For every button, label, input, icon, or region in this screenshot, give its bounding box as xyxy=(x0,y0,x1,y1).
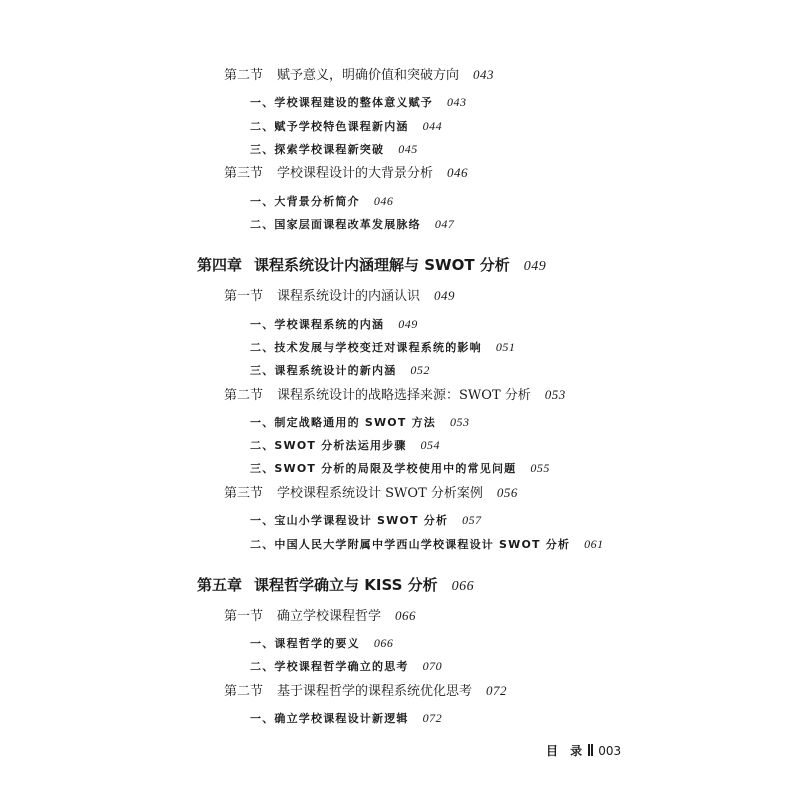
toc-item-entry xyxy=(250,416,469,428)
item-title: 一、学校课程系统的内涵 xyxy=(250,318,385,331)
page-number: 066 xyxy=(395,608,417,623)
footer-page-number: 003 xyxy=(598,744,622,758)
page-number: 051 xyxy=(495,340,516,354)
item-title: 二、中国人民大学附属中学西山学校课程设计 SWOT 分析 xyxy=(250,538,571,551)
section-number: 第三节 xyxy=(224,486,264,501)
page-number: 044 xyxy=(422,119,443,133)
toc-item-entry xyxy=(250,514,482,526)
toc-item-entry xyxy=(250,462,550,474)
toc-item-entry xyxy=(250,318,418,330)
toc-item-entry xyxy=(250,143,418,155)
item-title: 一、课程哲学的要义 xyxy=(250,637,360,650)
item-title: 一、制定战略通用的 SWOT 方法 xyxy=(250,416,436,429)
chapter-number: 第五章 xyxy=(197,576,243,594)
item-title: 二、SWOT 分析法运用步骤 xyxy=(250,439,407,452)
section-title: 课程系统设计的内涵认识 xyxy=(277,289,421,304)
chapter-number: 第四章 xyxy=(197,256,243,274)
toc-section-entry xyxy=(224,609,416,623)
section-number: 第三节 xyxy=(224,166,264,181)
item-title: 一、学校课程建设的整体意义赋予 xyxy=(250,96,433,109)
section-title: 基于课程哲学的课程系统优化思考 xyxy=(277,684,473,699)
page-number: 049 xyxy=(523,259,547,274)
page-number: 066 xyxy=(373,636,394,650)
item-title: 二、学校课程哲学确立的思考 xyxy=(250,660,409,673)
page-number: 057 xyxy=(462,513,482,527)
toc-section-entry xyxy=(224,68,494,82)
toc-item-entry xyxy=(250,96,467,108)
section-number: 第二节 xyxy=(224,388,264,403)
page-number: 055 xyxy=(530,461,550,475)
toc-item-entry xyxy=(250,364,430,376)
section-number: 第二节 xyxy=(224,68,264,83)
item-title: 三、课程系统设计的新内涵 xyxy=(250,364,397,377)
page-number: 049 xyxy=(434,288,456,303)
section-title: 学校课程设计的大背景分析 xyxy=(277,166,434,181)
page-number: 046 xyxy=(373,194,394,208)
page-number: 054 xyxy=(420,438,441,452)
page-number: 072 xyxy=(422,711,443,725)
page-number: 072 xyxy=(486,683,508,698)
toc-item-entry xyxy=(250,712,442,724)
toc-item-entry xyxy=(250,538,604,550)
toc-item-entry xyxy=(250,660,442,672)
toc-section-entry xyxy=(224,684,507,698)
item-title: 二、技术发展与学校变迁对课程系统的影响 xyxy=(250,341,482,354)
section-number: 第一节 xyxy=(224,609,264,624)
page-number: 070 xyxy=(422,659,443,673)
section-number: 第一节 xyxy=(224,289,264,304)
chapter-title: 课程哲学确立与 KISS 分析 xyxy=(254,576,438,594)
toc-item-entry xyxy=(250,120,442,132)
toc-section-entry xyxy=(224,166,468,180)
page-number: 047 xyxy=(434,217,455,231)
section-title: 确立学校课程哲学 xyxy=(277,609,382,624)
item-title: 一、确立学校课程设计新逻辑 xyxy=(250,712,409,725)
section-title: 赋予意义，明确价值和突破方向 xyxy=(277,68,460,83)
item-title: 二、赋予学校特色课程新内涵 xyxy=(250,120,409,133)
page-footer xyxy=(546,742,621,759)
toc-section-entry xyxy=(224,289,455,303)
page-number: 045 xyxy=(398,142,418,156)
item-title: 三、探索学校课程新突破 xyxy=(250,143,385,156)
toc-section-entry xyxy=(224,486,518,500)
footer-label: 目 录 xyxy=(546,744,587,758)
item-title: 二、国家层面课程改革发展脉络 xyxy=(250,218,421,231)
toc-section-entry xyxy=(224,388,566,402)
toc-item-entry xyxy=(250,637,393,649)
page-number: 061 xyxy=(584,537,604,551)
section-title: 学校课程系统设计 SWOT 分析案例 xyxy=(277,486,483,501)
page-number: 043 xyxy=(473,67,495,82)
page-number: 046 xyxy=(447,165,469,180)
item-title: 一、大背景分析简介 xyxy=(250,195,360,208)
page-number: 066 xyxy=(451,579,475,594)
page-number: 053 xyxy=(449,415,470,429)
section-title: 课程系统设计的战略选择来源：SWOT 分析 xyxy=(277,388,531,403)
page-number: 052 xyxy=(410,363,430,377)
toc-item-entry xyxy=(250,439,440,451)
toc-item-entry xyxy=(250,341,515,353)
section-number: 第二节 xyxy=(224,684,264,699)
toc-chapter-entry xyxy=(197,578,474,594)
page-number: 043 xyxy=(447,95,467,109)
page-number: 049 xyxy=(398,317,418,331)
chapter-title: 课程系统设计内涵理解与 SWOT 分析 xyxy=(254,256,510,274)
footer-separator xyxy=(588,744,590,756)
toc-chapter-entry xyxy=(197,258,546,274)
page-number: 056 xyxy=(496,485,518,500)
toc-item-entry xyxy=(250,218,454,230)
page-number: 053 xyxy=(544,387,566,402)
toc-item-entry xyxy=(250,195,393,207)
item-title: 一、宝山小学课程设计 SWOT 分析 xyxy=(250,514,449,527)
item-title: 三、SWOT 分析的局限及学校使用中的常见问题 xyxy=(250,462,517,475)
